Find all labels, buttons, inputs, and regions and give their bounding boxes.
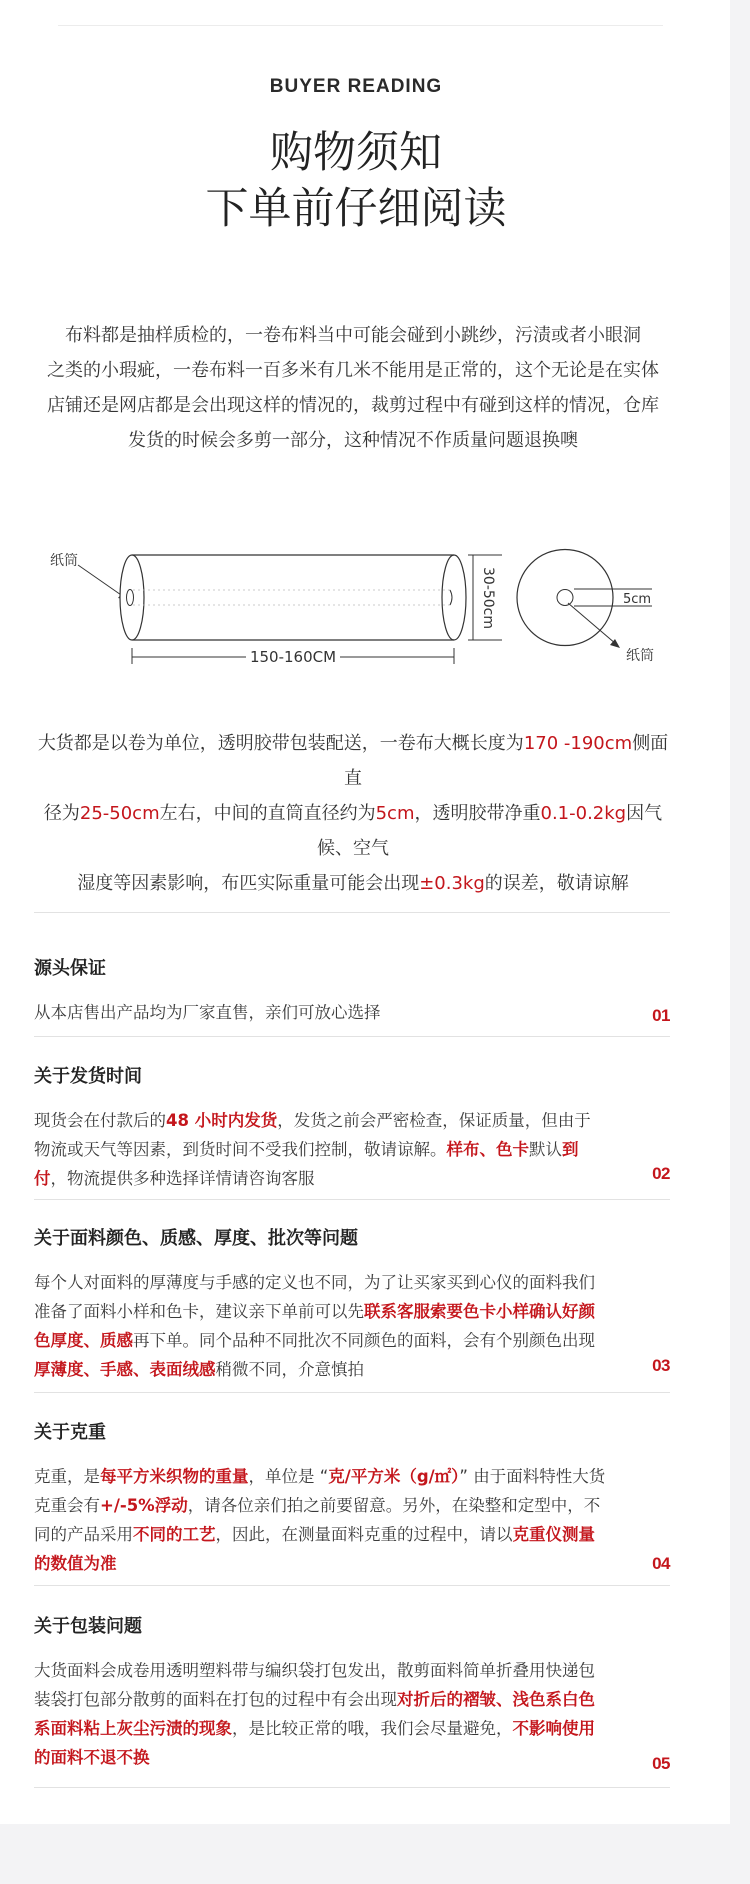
right-core-label: 纸筒 <box>626 648 654 664</box>
roll-body <box>120 555 466 640</box>
section-number: 01 <box>652 1006 670 1025</box>
notice-section-weight <box>34 1420 670 1580</box>
section-body: 克重，是每平方米织物的重量，单位是 “克/平方米（g/㎡）” 由于面料特性大货克重会有+/-5%浮动，请各位亲们拍之前要留意。另外，在染整和定型中，不同的产品采用不同的工艺，因此，在测量面料克重的过程中，请以克重仪测量的数值为准 <box>34 1467 606 1573</box>
section-number: 03 <box>652 1356 670 1375</box>
section-number: 05 <box>652 1754 670 1773</box>
section-number: 04 <box>652 1554 670 1573</box>
section-divider <box>34 912 670 913</box>
fabric-roll-diagram <box>0 540 730 690</box>
diameter-label: 30-50cm <box>480 566 496 630</box>
notice-section-fabric-quality <box>34 1226 670 1386</box>
bulk-line: 湿度等因素影响，布匹实际重量可能会出现±0.3kg的误差，敬请谅解 <box>77 873 629 894</box>
section-title: 源头保证 <box>34 958 106 979</box>
section-body: 每个人对面料的厚薄度与手感的定义也不同，为了让买家买到心仪的面料我们准备了面料小样和色卡，建议亲下单前可以先联系客服索要色卡小样确认好颜色厚度、质感再下单。同个品种不同批次不同颜色的面料，会有个别颜色出现厚薄度、手感、表面绒感稍微不同，介意慎拍 <box>34 1273 595 1379</box>
page-subtitle: 下单前仔细阅读 <box>205 184 507 234</box>
section-title: 关于发货时间 <box>34 1066 142 1087</box>
bulk-line: 大货都是以卷为单位，透明胶带包装配送，一卷布大概长度为170 -190cm侧面直 <box>37 733 669 789</box>
notice-section-packaging <box>34 1614 670 1774</box>
section-divider <box>34 1392 670 1393</box>
notice-section-shipping <box>34 1064 670 1196</box>
notice-section-source <box>34 956 670 1036</box>
left-core-label: 纸筒 <box>50 553 78 569</box>
section-title: 关于包装问题 <box>34 1616 142 1637</box>
bulk-roll-paragraph <box>34 726 672 901</box>
section-body: 从本店售出产品均为厂家直售，亲们可放心选择 <box>34 1003 381 1022</box>
section-title: 关于克重 <box>34 1422 106 1443</box>
section-body: 现货会在付款后的48 小时内发货，发货之前会严密检查，保证质量，但由于物流或天气等因素，到货时间不受我们控制，敬请谅解。样布、色卡默认到付，物流提供多种选择详情请咨询客服 <box>34 1111 591 1188</box>
intro-line: 布料都是抽样质检的，一卷布料当中可能会碰到小跳纱，污渍或者小眼洞 <box>65 325 641 346</box>
section-divider <box>34 1199 670 1200</box>
buyer-reading-heading: BUYER READING <box>269 76 443 97</box>
core-cross-section <box>557 590 573 606</box>
intro-line: 发货的时候会多剪一部分，这种情况不作质量问题退换噢 <box>128 430 578 451</box>
section-divider <box>34 1036 670 1037</box>
intro-line: 之类的小瑕疵，一卷布料一百多米有几米不能用是正常的，这个无论是在实体 <box>47 360 659 381</box>
section-divider <box>34 1585 670 1586</box>
section-number: 02 <box>652 1164 670 1183</box>
page-title: 购物须知 <box>270 128 442 178</box>
section-title: 关于面料颜色、质感、厚度、批次等问题 <box>34 1228 358 1249</box>
intro-paragraph <box>34 318 672 458</box>
section-divider <box>34 1787 670 1788</box>
intro-line: 店铺还是网店都是会出现这样的情况的，裁剪过程中有碰到这样的情况，仓库 <box>47 395 659 416</box>
bulk-line: 径为25-50cm左右，中间的直筒直径约为5cm，透明胶带净重0.1-0.2kg因气候、空气 <box>43 803 663 859</box>
core-size-label: 5cm <box>623 592 652 607</box>
length-label: 150-160CM <box>249 648 337 666</box>
section-body: 大货面料会成卷用透明塑料带与编织袋打包发出，散剪面料简单折叠用快递包装袋打包部分散剪的面料在打包的过程中有会出现对折后的褶皱、浅色系白色系面料粘上灰尘污渍的现象，是比较正常的哦，我们会尽量避免，不影响使用的面料不退不换 <box>34 1661 595 1767</box>
top-divider <box>58 25 663 26</box>
left-core-arrow <box>78 565 124 597</box>
